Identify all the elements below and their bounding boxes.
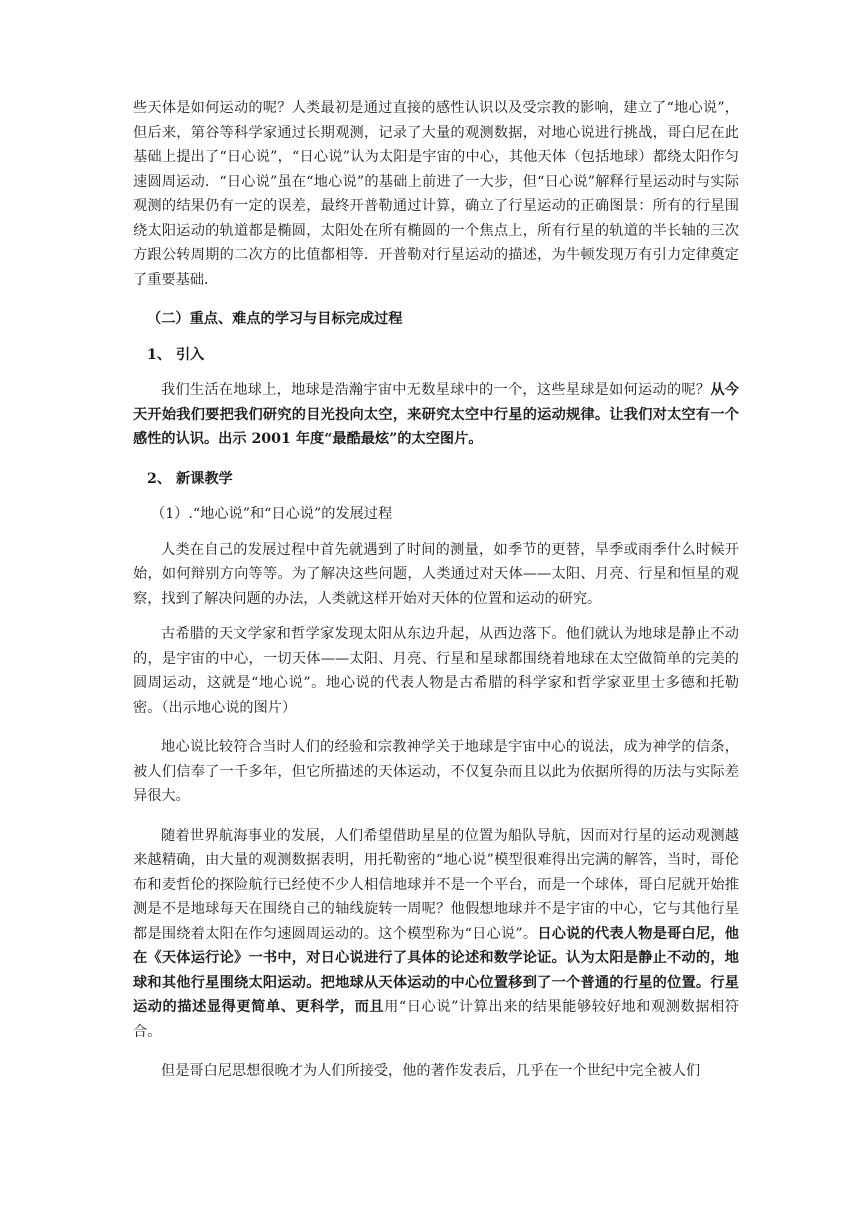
paragraph-time-measurement: 人类在自己的发展过程中首先就遇到了时间的测量，如季节的更替，旱季或雨季什么时候开始，如何辩别方向等等。为了解决这些问题，人类通过对天体——太阳、月亮、行星和恒星的观察，找到了解决问题的办法，人类就这样开始对天体的位置和运动的研究。	[133, 541, 739, 607]
introduction-bold-text: 从今天开始我们要把我们研究的目光投向太空，来研究太空中行星的运动规律。让我们对太空有一个感性的认识。出示 2001 年度“最酷最炫”的太空图片。	[133, 382, 739, 447]
paragraph-intro-continuation: 些天体是如何运动的呢？人类最初是通过直接的感性认识以及受宗教的影响，建立了“地心说”，但后来，第谷等科学家通过长期观测，记录了大量的观测数据，对地心说进行挑战，哥白尼在此基础上提出了“日心说”，“日心说”认为太阳是宇宙的中心，其他天体（包括地球）都绕太阳作匀速圆周运动．“日心说”虽在“地心说”的基础上前进了一大步，但“日心说”解释行星运动时与实际观测的结果仍有一定的误差，最终开普勒通过计算，确立了行星运动的正确图景：所有的行星围绕太阳运动的轨道都是椭圆，太阳处在所有椭圆的一个焦点上，所有行星的轨道的半长轴的三次方跟公转周期的二次方的比值都相等．开普勒对行星运动的描述，为牛顿发现万有引力定律奠定了重要基础．	[133, 100, 739, 288]
paragraph-geocentric-critique: 地心说比较符合当时人们的经验和宗教神学关于地球是宇宙中心的说法，成为神学的信条，被人们信奉了一千多年，但它所描述的天体运动，不仅复杂而且以此为依据所得的历法与实际差异很大。	[133, 739, 739, 804]
paragraph-geocentric-theory: 古希腊的天文学家和哲学家发现太阳从东边升起，从西边落下。他们就认为地球是静止不动的，是宇宙的中心，一切天体——太阳、月亮、行星和星球都围绕着地球在太空做简单的完美的圆周运动，这就是“地心说”。地心说的代表人物是古希腊的科学家和哲学家亚里士多德和托勒密。（出示地心说的图片）	[133, 626, 739, 716]
subheading-new-lesson: 2、 新课教学	[147, 470, 233, 487]
paragraph-copernicus-reception: 但是哥白尼思想很晚才为人们所接受，他的著作发表后，几乎在一个世纪中完全被人们	[161, 1063, 701, 1079]
subheading-introduction: 1、 引入	[147, 346, 205, 363]
heliocentric-bold-text: 日心说的代表人物是哥白尼，他在《天体运行论》一书中，对日心说进行了具体的论述和数学论证。认为太阳是静止不动的，地球和其他行星围绕太阳运动。把地球从天体运动的中心位置移到了一个普通的行星的位置。行星运动的描述显得更简单、更科学，而且	[133, 925, 739, 1015]
heliocentric-text-end: 用“日心说”计算出来的结果能够较好地和观测数据相符合。	[133, 999, 739, 1040]
section-heading-key-points: （二）重点、难点的学习与目标完成过程	[147, 311, 403, 327]
introduction-text: 我们生活在地球上，地球是浩瀚宇宙中无数星球中的一个，这些星球是如何运动的呢？	[161, 382, 711, 398]
paragraph-introduction	[133, 378, 739, 452]
subsection-title-geocentric-heliocentric: （1）.“地心说”和“日心说”的发展过程	[151, 506, 393, 522]
heliocentric-text: 随着世界航海事业的发展，人们希望借助星星的位置为船队导航，因而对行星的运动观测越来越精确，由大量的观测数据表明，用托勒密的“地心说”模型很难得出完满的解答，当时，哥伦布和麦哲伦的探险航行已经使不少人相信地球并不是一个平台，而是一个球体，哥白尼就开始推测是不是地球每天在围绕自己的轴线旋转一周呢？他假想地球并不是宇宙的中心，它与其他行星都是围绕着太阳在作匀速圆周运动的。这个模型称为“日心说”。	[133, 827, 739, 942]
paragraph-heliocentric-theory	[133, 824, 739, 1045]
document-body	[133, 96, 739, 1084]
